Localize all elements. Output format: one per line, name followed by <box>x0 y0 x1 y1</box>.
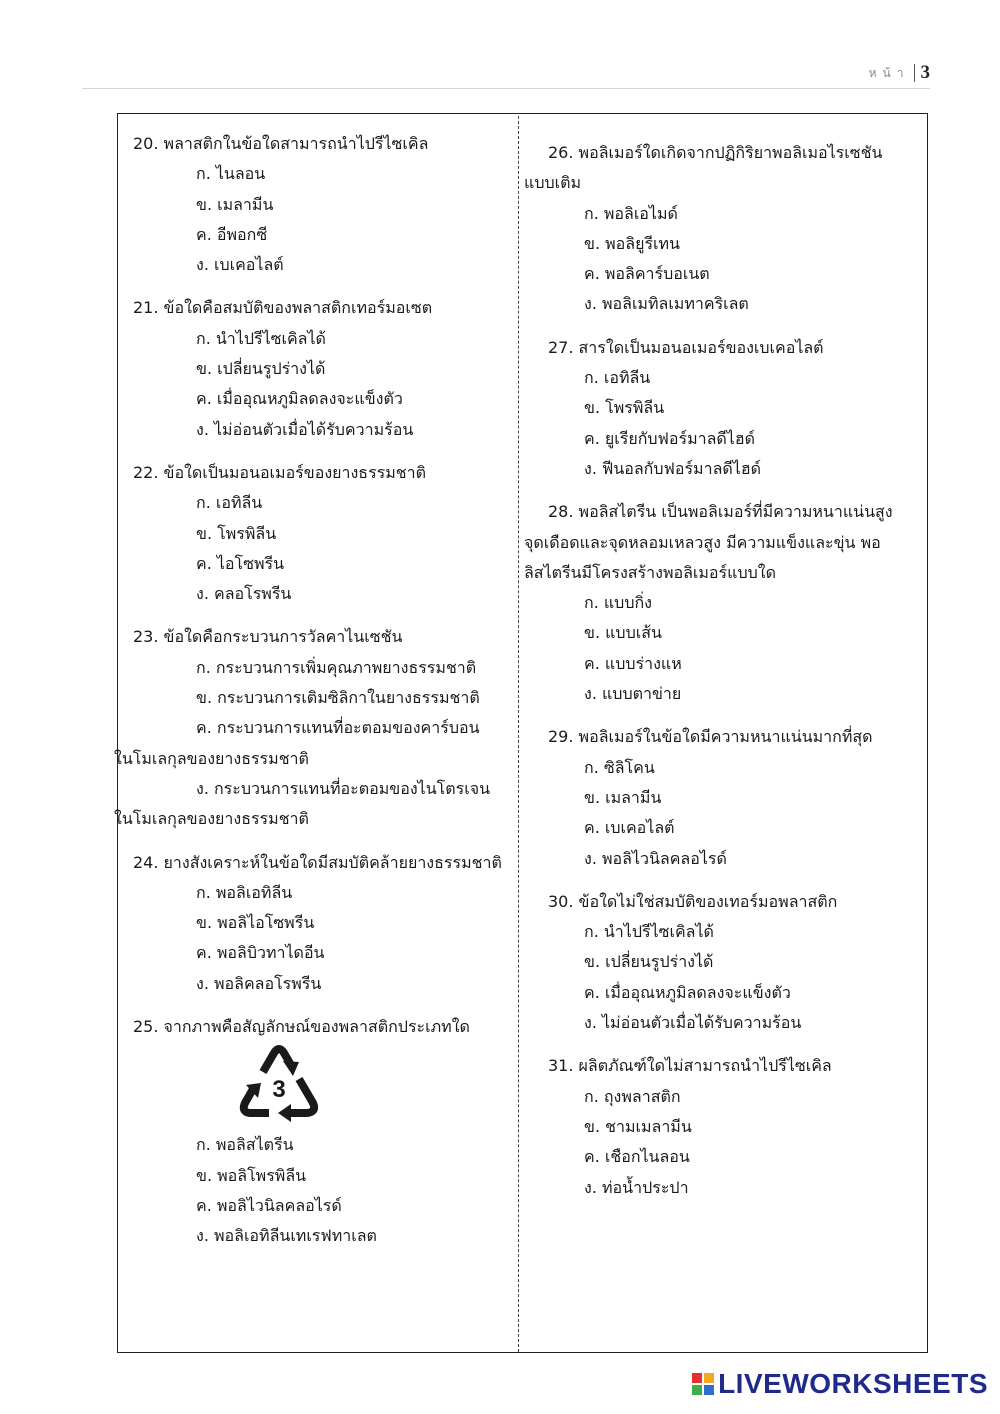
option-c: ค. เมื่ออุณหภูมิลดลงจะแข็งตัว <box>584 982 791 1002</box>
question-20 <box>133 129 513 280</box>
question-22 <box>133 458 513 609</box>
question-26 <box>524 138 924 320</box>
option-b: ข. เมลามีน <box>196 194 274 214</box>
question-23 <box>114 622 513 834</box>
liveworksheets-logo-icon <box>692 1373 714 1395</box>
question-stem: 21. ข้อใดคือสมบัติของพลาสติกเทอร์มอเซต <box>133 298 433 318</box>
option-a: ก. นำไปรีไซเคิลได้ <box>196 328 326 348</box>
option-c: ค. เบเคอไลต์ <box>584 818 675 838</box>
option-a: ก. นำไปรีไซเคิลได้ <box>584 922 714 942</box>
option-d: ง. ท่อน้ำประปา <box>584 1177 689 1197</box>
option-b: ข. ชามเมลามีน <box>584 1116 692 1136</box>
option-c: ค. พอลิบิวทาไดอีน <box>196 943 325 963</box>
option-b: ข. พอลิไอโซพรีน <box>196 913 315 933</box>
header-rule <box>82 88 930 89</box>
option-c-continued: ในโมเลกุลของยางธรรมชาติ <box>114 748 309 768</box>
question-stem: 23. ข้อใดคือกระบวนการวัลคาไนเซชัน <box>133 627 403 647</box>
option-d: ง. พอลิเอทิลีนเทเรฟทาเลต <box>196 1226 377 1246</box>
question-stem: 25. จากภาพคือสัญลักษณ์ของพลาสติกประเภทใด <box>133 1017 470 1037</box>
option-d: ง. คลอโรพรีน <box>196 584 292 604</box>
question-stem: 22. ข้อใดเป็นมอนอเมอร์ของยางธรรมชาติ <box>133 462 427 482</box>
liveworksheets-footer[interactable] <box>692 1368 988 1400</box>
option-d: ง. ไม่อ่อนตัวเมื่อได้รับความร้อน <box>196 419 414 439</box>
question-30 <box>524 887 924 1038</box>
page-number: 3 <box>920 62 930 83</box>
option-a: ก. เอทิลีน <box>584 368 651 388</box>
option-b: ข. แบบเส้น <box>584 623 662 643</box>
option-d: ง. แบบตาข่าย <box>584 684 682 704</box>
option-a: ก. ซิลิโคน <box>584 757 655 777</box>
brand-name: LIVEWORKSHEETS <box>718 1368 988 1399</box>
option-d: ง. พอลิเมทิลเมทาคริเลต <box>584 294 749 314</box>
option-d-continued: ในโมเลกุลของยางธรรมชาติ <box>114 809 309 829</box>
question-stem: 26. พอลิเมอร์ใดเกิดจากปฏิกิริยาพอลิเมอไรเซชัน <box>548 143 883 162</box>
option-b: ข. เปลี่ยนรูปร่างได้ <box>584 952 714 972</box>
option-b: ข. เปลี่ยนรูปร่างได้ <box>196 359 326 379</box>
option-b: ข. พอลิโพรพิลีน <box>196 1165 307 1185</box>
page-separator <box>914 64 915 82</box>
recycle-symbol-icon <box>233 1042 325 1130</box>
logo-square <box>692 1373 702 1383</box>
logo-square <box>704 1385 714 1395</box>
logo-square <box>704 1373 714 1383</box>
question-31 <box>524 1051 924 1202</box>
question-stem-continued: แบบเติม <box>524 173 582 193</box>
option-b: ข. กระบวนการเติมซิลิกาในยางธรรมชาติ <box>196 688 480 708</box>
option-c: ค. พอลิคาร์บอเนต <box>584 264 710 284</box>
option-a: ก. พอลิสไตรีน <box>196 1135 294 1155</box>
option-d: ง. เบเคอไลต์ <box>196 255 284 275</box>
question-stem: 20. พลาสติกในข้อใดสามารถนำไปรีไซเคิล <box>133 134 429 153</box>
option-a: ก. พอลิเอไมด์ <box>584 203 678 223</box>
option-c: ค. แบบร่างแห <box>584 653 682 673</box>
option-a: ก. พอลิเอทิลีน <box>196 882 293 902</box>
question-29 <box>524 722 924 873</box>
option-d: ง. ไม่อ่อนตัวเมื่อได้รับความร้อน <box>584 1013 802 1033</box>
page-label: หน้า <box>868 65 910 80</box>
question-stem-continued: ลิสไตรีนมีโครงสร้างพอลิเมอร์แบบใด <box>524 562 776 582</box>
recycle-symbol <box>133 1042 513 1130</box>
option-c: ค. เชือกไนลอน <box>584 1147 690 1167</box>
option-b: ข. พอลิยูรีเทน <box>584 233 680 253</box>
question-stem-continued: จุดเดือดและจุดหลอมเหลวสูง มีความแข็งและขุ่น พอ <box>524 532 881 552</box>
option-a: ก. ถุงพลาสติก <box>584 1086 681 1106</box>
question-stem: 27. สารใดเป็นมอนอเมอร์ของเบเคอไลต์ <box>548 337 824 357</box>
option-a: ก. แบบกิ่ง <box>584 593 652 613</box>
question-stem: 29. พอลิเมอร์ในข้อใดมีความหนาแน่นมากที่สุด <box>548 727 873 747</box>
question-stem: 30. ข้อใดไม่ใช่สมบัติของเทอร์มอพลาสติก <box>548 891 838 911</box>
question-stem: 31. ผลิตภัณฑ์ใดไม่สามารถนำไปรีไซเคิล <box>548 1056 832 1076</box>
question-21 <box>133 293 513 444</box>
column-divider <box>518 116 519 1352</box>
option-a: ก. ไนลอน <box>196 164 266 184</box>
option-d: ง. ฟีนอลกับฟอร์มาลดีไฮด์ <box>584 458 761 478</box>
question-24 <box>133 848 513 999</box>
option-b: ข. เมลามีน <box>584 787 662 807</box>
option-b: ข. โพรพิลีน <box>196 523 277 543</box>
right-column <box>524 138 924 1216</box>
option-c: ค. ไอโซพรีน <box>196 553 285 573</box>
option-d: ง. พอลิคลอโรพรีน <box>196 973 322 993</box>
logo-square <box>692 1385 702 1395</box>
question-stem: 28. พอลิสไตรีน เป็นพอลิเมอร์ที่มีความหนาแน่นสูง <box>548 502 893 522</box>
recycle-code: 3 <box>272 1076 286 1104</box>
option-c: ค. พอลิไวนิลคลอไรด์ <box>196 1195 342 1215</box>
option-c: ค. เมื่ออุณหภูมิลดลงจะแข็งตัว <box>196 389 403 409</box>
option-c: ค. กระบวนการแทนที่อะตอมของคาร์บอน <box>196 718 480 738</box>
left-column <box>114 129 513 1265</box>
option-c: ค. ยูเรียกับฟอร์มาลดีไฮด์ <box>584 428 755 448</box>
question-27 <box>524 333 924 484</box>
option-d: ง. พอลิไวนิลคลอไรด์ <box>584 848 727 868</box>
question-28 <box>524 497 924 709</box>
question-stem: 24. ยางสังเคราะห์ในข้อใดมีสมบัติคล้ายยางธรรมชาติ <box>133 852 502 872</box>
option-d: ง. กระบวนการแทนที่อะตอมของไนโตรเจน <box>196 778 490 798</box>
option-b: ข. โพรพิลีน <box>584 398 665 418</box>
option-a: ก. เอทิลีน <box>196 493 263 513</box>
question-25 <box>133 1012 513 1251</box>
option-a: ก. กระบวนการเพิ่มคุณภาพยางธรรมชาติ <box>196 657 477 677</box>
option-c: ค. อีพอกซี <box>196 224 268 244</box>
page-header <box>869 58 930 88</box>
